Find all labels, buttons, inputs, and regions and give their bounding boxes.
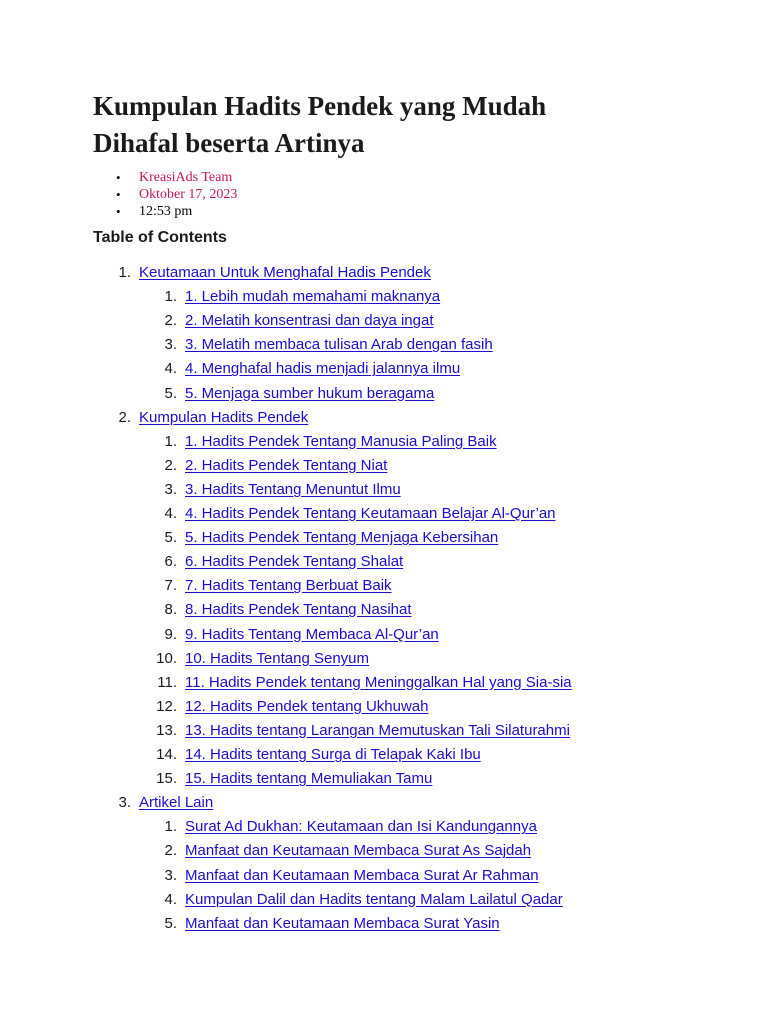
toc-number: 4. xyxy=(164,360,177,378)
toc-link[interactable]: Surat Ad Dukhan: Keutamaan dan Isi Kandungannya xyxy=(185,818,537,836)
toc-link[interactable]: 14. Hadits tentang Surga di Telapak Kaki Ibu xyxy=(185,746,481,763)
toc-link[interactable]: 5. Menjaga sumber hukum beragama xyxy=(185,384,435,402)
toc-link[interactable]: 12. Hadits Pendek tentang Ukhuwah xyxy=(185,697,429,715)
article-title-line-1: Kumpulan Hadits Pendek yang Mudah xyxy=(93,91,547,121)
toc-link[interactable]: Keutamaan Untuk Menghafal Hadis Pendek xyxy=(139,264,431,281)
toc-number: 1. xyxy=(164,432,177,450)
toc-link[interactable]: 2. Melatih konsentrasi dan daya ingat xyxy=(185,312,434,330)
toc-number: 1. xyxy=(164,818,177,836)
toc-link[interactable]: Manfaat dan Keutamaan Membaca Surat Ar Rahman xyxy=(185,866,539,884)
toc-number: 3. xyxy=(164,480,177,498)
toc-link[interactable]: 3. Hadits Tentang Menuntut Ilmu xyxy=(185,480,401,498)
toc-number: 15. xyxy=(156,770,177,788)
article-title-line-2: Dihafal beserta Artinya xyxy=(93,128,365,158)
toc-number: 13. xyxy=(156,721,177,739)
toc-link[interactable]: 6. Hadits Pendek Tentang Shalat xyxy=(185,553,404,571)
toc-link[interactable]: 11. Hadits Pendek tentang Meninggalkan Hal yang Sia-sia xyxy=(185,673,572,691)
toc-number: 2. xyxy=(164,312,177,330)
toc-link[interactable]: 1. Lebih mudah memahami maknanya xyxy=(185,288,441,306)
publish-date[interactable]: • Oktober 17, 2023 xyxy=(93,186,237,203)
toc-number: 5. xyxy=(164,529,177,547)
toc-link[interactable]: 10. Hadits Tentang Senyum xyxy=(185,649,370,667)
toc-link[interactable]: 4. Menghafal hadis menjadi jalannya ilmu xyxy=(185,360,461,378)
toc-number: 11. xyxy=(157,673,177,691)
toc-link[interactable]: Manfaat dan Keutamaan Membaca Surat As Sajdah xyxy=(185,842,532,860)
toc-link[interactable]: 13. Hadits tentang Larangan Memutuskan Tali Silaturahmi xyxy=(185,721,570,739)
toc-number: 1. xyxy=(164,288,177,306)
toc-link[interactable]: 9. Hadits Tentang Membaca Al-Qur’an xyxy=(185,625,439,643)
toc-link[interactable]: 2. Hadits Pendek Tentang Niat xyxy=(185,456,388,474)
publish-time: • 12:53 pm xyxy=(93,203,237,220)
toc-number: 3. xyxy=(164,336,177,354)
toc-number: 3. xyxy=(118,794,131,812)
toc-number: 4. xyxy=(164,505,177,522)
toc-link[interactable]: Manfaat dan Keutamaan Membaca Surat Yasin xyxy=(185,914,500,932)
toc-link[interactable]: 5. Hadits Pendek Tentang Menjaga Kebersihan xyxy=(185,529,499,547)
toc-link[interactable]: 7. Hadits Tentang Berbuat Baik xyxy=(185,577,392,595)
toc-link[interactable]: Artikel Lain xyxy=(139,794,214,812)
toc-link[interactable]: 15. Hadits tentang Memuliakan Tamu xyxy=(185,770,433,788)
toc-number: 14. xyxy=(156,746,177,763)
toc-number: 2. xyxy=(164,456,177,474)
toc-number: 5. xyxy=(164,384,177,402)
toc-number: 1. xyxy=(118,264,131,281)
toc-number: 7. xyxy=(164,577,177,595)
toc-link[interactable]: 1. Hadits Pendek Tentang Manusia Paling Baik xyxy=(185,432,497,450)
toc-number: 2. xyxy=(118,408,131,426)
author-name[interactable]: • KreasiAds Team xyxy=(93,169,237,186)
toc-number: 5. xyxy=(164,914,177,932)
toc-number: 8. xyxy=(164,601,177,619)
toc-link[interactable]: 4. Hadits Pendek Tentang Keutamaan Belajar Al-Qur’an xyxy=(185,505,556,522)
toc-heading: Table of Contents xyxy=(93,229,227,246)
toc-number: 12. xyxy=(156,697,177,715)
toc-number: 10. xyxy=(156,649,177,667)
toc-link[interactable]: Kumpulan Dalil dan Hadits tentang Malam Lailatul Qadar xyxy=(185,890,563,908)
toc-number: 4. xyxy=(164,890,177,908)
toc-number: 3. xyxy=(164,866,177,884)
toc-number: 9. xyxy=(164,625,177,643)
toc-number: 2. xyxy=(164,842,177,860)
toc-link[interactable]: 3. Melatih membaca tulisan Arab dengan fasih xyxy=(185,336,493,354)
toc-number: 6. xyxy=(164,553,177,571)
toc-link[interactable]: 8. Hadits Pendek Tentang Nasihat xyxy=(185,601,412,619)
toc-link[interactable]: Kumpulan Hadits Pendek xyxy=(139,408,309,426)
